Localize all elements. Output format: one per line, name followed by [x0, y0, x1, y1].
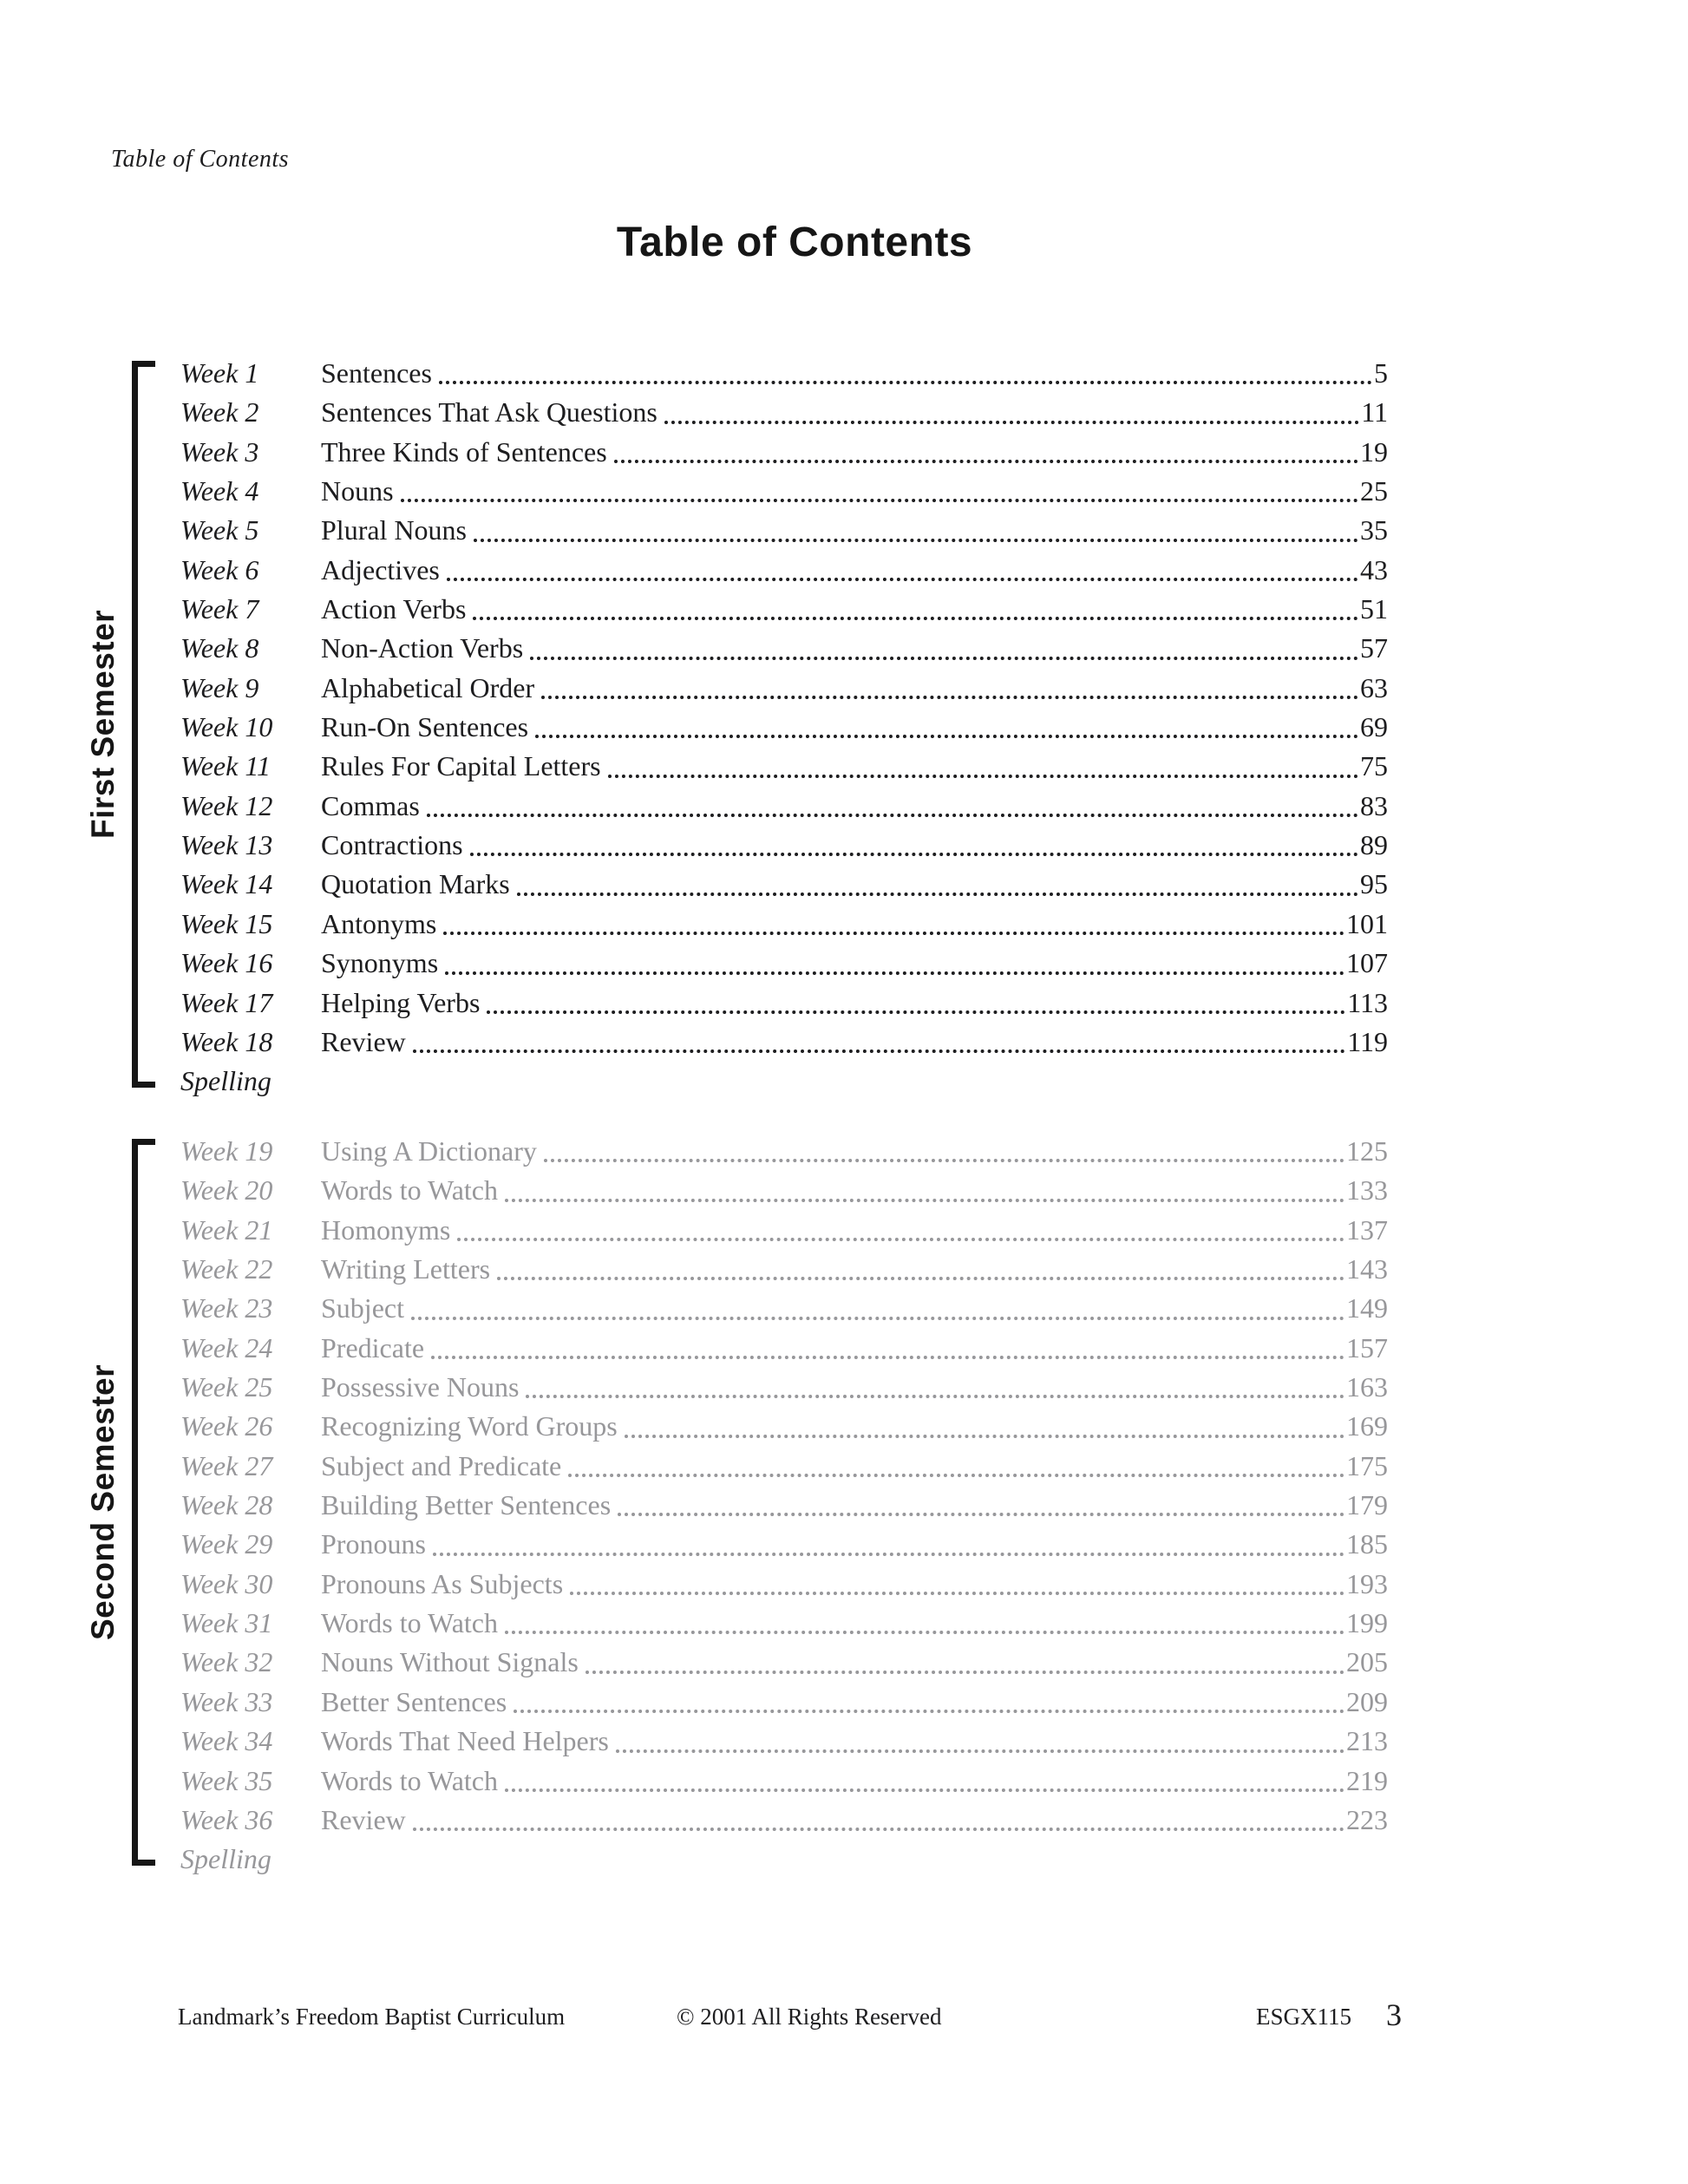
entry-title: Rules For Capital Letters — [321, 750, 601, 782]
dot-leader — [473, 617, 1358, 620]
page-number: 19 — [1360, 435, 1388, 468]
page-number: 43 — [1360, 553, 1388, 585]
spelling-label: Spelling — [180, 1065, 272, 1097]
page-number: 223 — [1346, 1803, 1388, 1835]
page-number: 143 — [1346, 1253, 1388, 1285]
dot-leader — [505, 1788, 1345, 1792]
entry-title: Homonyms — [321, 1213, 451, 1246]
toc-list — [180, 354, 1388, 1102]
toc-row — [180, 472, 1388, 511]
week-label: Week 5 — [180, 514, 259, 546]
week-label: Week 26 — [180, 1410, 273, 1442]
toc-row — [180, 1289, 1388, 1328]
dot-leader — [401, 499, 1358, 502]
dot-leader — [568, 1474, 1345, 1477]
dot-leader — [514, 1710, 1345, 1713]
toc-row — [180, 393, 1388, 432]
week-label: Week 15 — [180, 907, 273, 939]
page-number: 175 — [1346, 1449, 1388, 1481]
toc-row — [180, 1250, 1388, 1289]
page-number: 107 — [1346, 947, 1388, 979]
toc-row — [180, 1762, 1388, 1801]
entry-title: Words to Watch — [321, 1174, 498, 1206]
toc-row — [180, 354, 1388, 393]
page-number: 5 — [1374, 357, 1388, 389]
dot-leader — [470, 853, 1358, 856]
dot-leader — [433, 1553, 1345, 1556]
page-number: 11 — [1361, 396, 1388, 428]
week-label: Week 2 — [180, 396, 259, 428]
toc-row — [180, 1368, 1388, 1407]
toc-row — [180, 1565, 1388, 1604]
dot-leader — [664, 421, 1359, 424]
week-label: Week 28 — [180, 1489, 273, 1521]
entry-title: Words to Watch — [321, 1764, 498, 1796]
toc-row — [180, 984, 1388, 1023]
entry-title: Plural Nouns — [321, 514, 467, 546]
dot-leader — [570, 1592, 1345, 1595]
toc-row — [180, 865, 1388, 904]
dot-leader — [614, 460, 1358, 463]
toc-row — [180, 905, 1388, 944]
dot-leader — [443, 932, 1345, 935]
entry-title: Writing Letters — [321, 1253, 491, 1285]
toc-row — [180, 1683, 1388, 1722]
semester-label: First Semester — [85, 609, 121, 840]
toc-row — [180, 1171, 1388, 1210]
dot-leader — [474, 539, 1358, 542]
entry-title: Nouns — [321, 475, 394, 507]
page-number: 95 — [1360, 868, 1388, 900]
page-number: 199 — [1346, 1607, 1388, 1639]
toc-row — [180, 1840, 1388, 1879]
week-label: Week 12 — [180, 789, 273, 821]
semester-bracket — [132, 361, 155, 1088]
entry-title: Pronouns As Subjects — [321, 1567, 564, 1599]
dot-leader — [445, 971, 1345, 975]
page-number: 179 — [1346, 1489, 1388, 1521]
dot-leader — [413, 1828, 1345, 1831]
toc-row — [180, 747, 1388, 786]
toc-row — [180, 787, 1388, 826]
entry-title: Sentences That Ask Questions — [321, 396, 658, 428]
entry-title: Subject and Predicate — [321, 1449, 562, 1481]
dot-leader — [413, 1049, 1345, 1053]
footer-publisher: Landmark’s Freedom Baptist Curriculum — [178, 2004, 566, 2030]
toc-row — [180, 1023, 1388, 1062]
page-number: 83 — [1360, 789, 1388, 821]
page-number: 69 — [1360, 711, 1388, 743]
week-label: Week 23 — [180, 1292, 273, 1324]
page-number: 63 — [1360, 671, 1388, 703]
page-number: 125 — [1346, 1135, 1388, 1167]
page-number: 219 — [1346, 1764, 1388, 1796]
dot-leader — [618, 1513, 1345, 1516]
page-number: 101 — [1346, 907, 1388, 939]
week-label: Week 20 — [180, 1174, 273, 1206]
week-label: Week 21 — [180, 1213, 273, 1246]
toc-row — [180, 1801, 1388, 1840]
page-number: 35 — [1360, 514, 1388, 546]
dot-leader — [541, 696, 1358, 699]
entry-title: Alphabetical Order — [321, 671, 535, 703]
page-number: 163 — [1346, 1371, 1388, 1403]
entry-title: Subject — [321, 1292, 404, 1324]
toc-row — [180, 629, 1388, 668]
toc-row — [180, 1407, 1388, 1446]
dot-leader — [447, 578, 1358, 581]
dot-leader — [487, 1010, 1345, 1014]
dot-leader — [544, 1159, 1345, 1162]
dot-leader — [517, 893, 1358, 896]
toc-row — [180, 1329, 1388, 1368]
page-title: Table of Contents — [616, 219, 973, 265]
week-label: Week 24 — [180, 1331, 273, 1363]
dot-leader — [439, 381, 1372, 384]
dot-leader — [608, 775, 1358, 778]
toc-row — [180, 1525, 1388, 1564]
entry-title: Commas — [321, 789, 420, 821]
entry-title: Review — [321, 1025, 406, 1057]
toc-row — [180, 708, 1388, 747]
running-header: Table of Contents — [111, 146, 290, 173]
week-label: Week 9 — [180, 671, 259, 703]
week-label: Week 10 — [180, 711, 273, 743]
page-number: 75 — [1360, 750, 1388, 782]
entry-title: Predicate — [321, 1331, 425, 1363]
page-number: 133 — [1346, 1174, 1388, 1206]
week-label: Week 25 — [180, 1371, 273, 1403]
footer-page-number: 3 — [1386, 1998, 1402, 2032]
week-label: Week 27 — [180, 1449, 273, 1481]
toc-row — [180, 1486, 1388, 1525]
footer-copyright: © 2001 All Rights Reserved — [677, 2004, 942, 2030]
dot-leader — [505, 1631, 1345, 1634]
week-label: Week 35 — [180, 1764, 273, 1796]
entry-title: Words That Need Helpers — [321, 1725, 609, 1757]
page-number: 113 — [1347, 986, 1388, 1018]
page-number: 89 — [1360, 829, 1388, 861]
week-label: Week 17 — [180, 986, 273, 1018]
week-label: Week 22 — [180, 1253, 273, 1285]
dot-leader — [411, 1317, 1345, 1320]
toc-row — [180, 551, 1388, 590]
toc-row — [180, 590, 1388, 629]
page-number: 205 — [1346, 1646, 1388, 1678]
page-number: 57 — [1360, 632, 1388, 664]
week-label: Week 31 — [180, 1607, 273, 1639]
semester-bracket — [132, 1139, 155, 1866]
week-label: Week 33 — [180, 1685, 273, 1717]
entry-title: Building Better Sentences — [321, 1489, 612, 1521]
spelling-label: Spelling — [180, 1843, 272, 1875]
week-label: Week 32 — [180, 1646, 273, 1678]
page-number: 209 — [1346, 1685, 1388, 1717]
dot-leader — [431, 1356, 1345, 1359]
entry-title: Adjectives — [321, 553, 440, 585]
page-number: 25 — [1360, 475, 1388, 507]
entry-title: Possessive Nouns — [321, 1371, 520, 1403]
entry-title: Helping Verbs — [321, 986, 481, 1018]
toc-row — [180, 1604, 1388, 1643]
dot-leader — [505, 1199, 1345, 1202]
dot-leader — [427, 814, 1358, 817]
entry-title: Non-Action Verbs — [321, 632, 524, 664]
dot-leader — [625, 1435, 1345, 1438]
week-label: Week 3 — [180, 435, 259, 468]
page-number: 119 — [1347, 1025, 1388, 1057]
entry-title: Sentences — [321, 357, 432, 389]
dot-leader — [497, 1277, 1345, 1280]
entry-title: Synonyms — [321, 947, 439, 979]
dot-leader — [586, 1671, 1345, 1674]
page-number: 193 — [1346, 1567, 1388, 1599]
toc-row — [180, 1447, 1388, 1486]
entry-title: Nouns Without Signals — [321, 1646, 579, 1678]
toc-row — [180, 433, 1388, 472]
week-label: Week 30 — [180, 1567, 273, 1599]
page-number: 169 — [1346, 1410, 1388, 1442]
week-label: Week 7 — [180, 593, 259, 625]
entry-title: Action Verbs — [321, 593, 467, 625]
entry-title: Three Kinds of Sentences — [321, 435, 607, 468]
entry-title: Contractions — [321, 829, 463, 861]
dot-leader — [616, 1749, 1345, 1753]
entry-title: Review — [321, 1803, 406, 1835]
toc-row — [180, 1643, 1388, 1682]
entry-title: Pronouns — [321, 1528, 426, 1560]
toc-row — [180, 1211, 1388, 1250]
toc-list — [180, 1132, 1388, 1880]
dot-leader — [530, 657, 1358, 660]
week-label: Week 16 — [180, 947, 273, 979]
entry-title: Antonyms — [321, 907, 437, 939]
page-number: 157 — [1346, 1331, 1388, 1363]
toc-row — [180, 826, 1388, 865]
week-label: Week 13 — [180, 829, 273, 861]
toc-row — [180, 1132, 1388, 1171]
page-number: 137 — [1346, 1213, 1388, 1246]
toc-row — [180, 1722, 1388, 1761]
week-label: Week 14 — [180, 868, 273, 900]
week-label: Week 36 — [180, 1803, 273, 1835]
semester-label: Second Semester — [85, 1363, 121, 1641]
entry-title: Using A Dictionary — [321, 1135, 537, 1167]
entry-title: Better Sentences — [321, 1685, 507, 1717]
page-number: 213 — [1346, 1725, 1388, 1757]
week-label: Week 1 — [180, 357, 259, 389]
week-label: Week 11 — [180, 750, 271, 782]
week-label: Week 29 — [180, 1528, 273, 1560]
dot-leader — [535, 735, 1358, 738]
dot-leader — [457, 1238, 1345, 1241]
week-label: Week 18 — [180, 1025, 273, 1057]
entry-title: Words to Watch — [321, 1607, 498, 1639]
page-number: 51 — [1360, 593, 1388, 625]
entry-title: Run-On Sentences — [321, 711, 529, 743]
week-label: Week 4 — [180, 475, 259, 507]
week-label: Week 8 — [180, 632, 259, 664]
toc-row — [180, 944, 1388, 983]
page-number: 149 — [1346, 1292, 1388, 1324]
toc-row — [180, 669, 1388, 708]
toc-row — [180, 1062, 1388, 1101]
toc-row — [180, 511, 1388, 550]
week-label: Week 34 — [180, 1725, 273, 1757]
week-label: Week 6 — [180, 553, 259, 585]
footer-code: ESGX115 — [1256, 2004, 1352, 2030]
entry-title: Recognizing Word Groups — [321, 1410, 618, 1442]
week-label: Week 19 — [180, 1135, 273, 1167]
entry-title: Quotation Marks — [321, 868, 510, 900]
page-number: 185 — [1346, 1528, 1388, 1560]
dot-leader — [526, 1395, 1345, 1398]
